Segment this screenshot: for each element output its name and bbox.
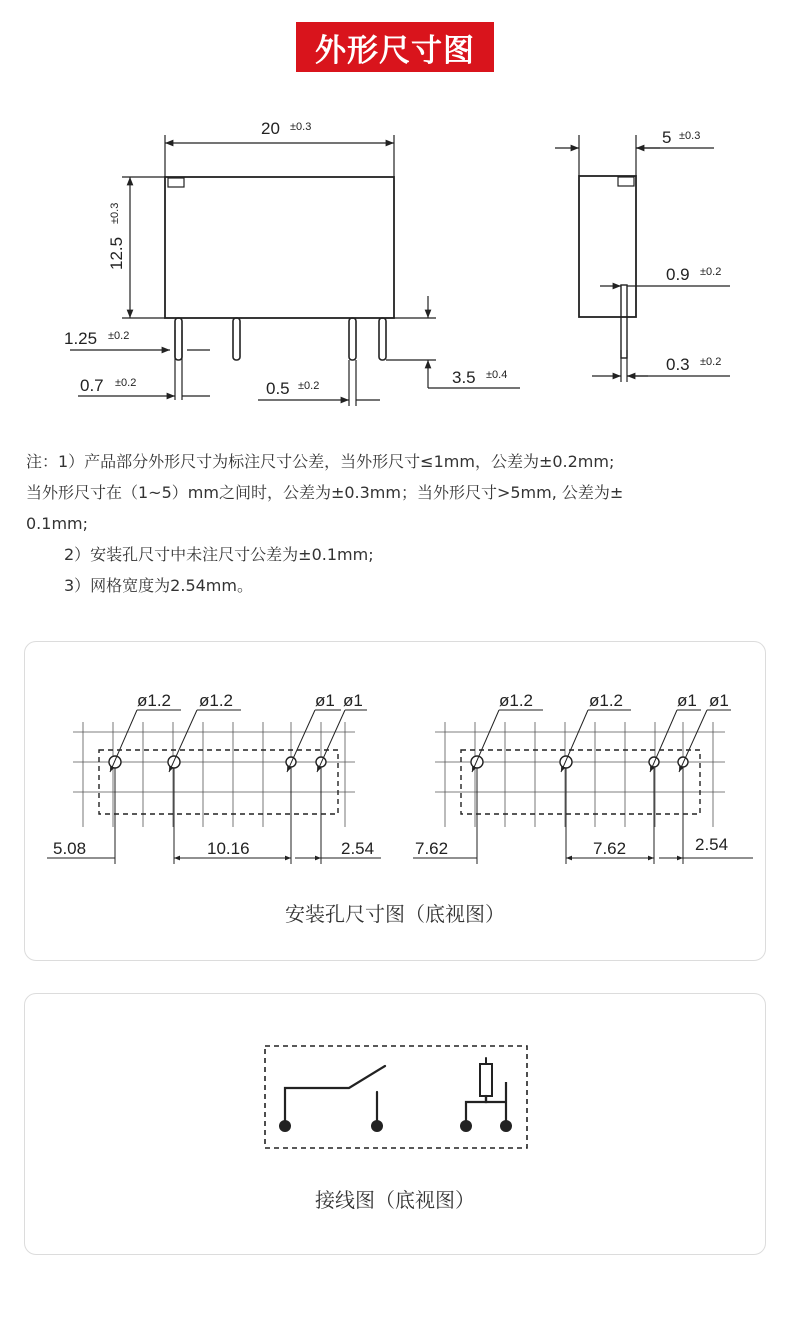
note-line: 注：1）产品部分外形尺寸为标注尺寸公差，当外形尺寸≤1mm，公差为±0.2mm; bbox=[26, 452, 615, 471]
terminal-dot bbox=[371, 1120, 383, 1132]
hole-label: ø1.2 bbox=[137, 691, 172, 710]
pin bbox=[349, 318, 356, 360]
dim-label: 7.62 bbox=[593, 839, 627, 858]
depth-dim-tol: ±0.3 bbox=[679, 130, 701, 142]
dim-label: 2.54 bbox=[695, 835, 729, 854]
pin-offset-value: 1.25 bbox=[64, 329, 98, 348]
height-dim-value: 12.5 bbox=[107, 236, 126, 270]
pin-mid-value: 0.5 bbox=[266, 379, 290, 398]
hole-label: ø1 bbox=[677, 691, 697, 710]
mount-hole bbox=[471, 756, 483, 768]
mount-hole bbox=[560, 756, 572, 768]
note-line: 当外形尺寸在（1~5）mm之间时，公差为±0.3mm；当外形尺寸>5mm, 公差为± bbox=[26, 483, 624, 502]
side-pin bbox=[621, 285, 627, 358]
dim-label: 2.54 bbox=[341, 839, 375, 858]
mounting-hole-panel bbox=[24, 641, 766, 961]
hole-label: ø1 bbox=[315, 691, 335, 710]
dim-label: 5.08 bbox=[53, 839, 87, 858]
outline-drawing bbox=[0, 0, 790, 420]
terminal-dot bbox=[460, 1120, 472, 1132]
width-dim-value: 20 bbox=[261, 119, 280, 138]
side-notch bbox=[618, 177, 634, 186]
pin-length-tol: ±0.4 bbox=[486, 369, 508, 381]
depth-dim-value: 5 bbox=[662, 128, 672, 147]
side-pin-tol: ±0.2 bbox=[700, 266, 722, 278]
height-dim-tol: ±0.3 bbox=[109, 202, 121, 224]
coil-icon bbox=[480, 1064, 492, 1096]
mounting-hole-drawing bbox=[25, 642, 765, 882]
mount-hole bbox=[109, 756, 121, 768]
dim-label: 7.62 bbox=[415, 839, 449, 858]
note-line: 0.1mm; bbox=[26, 514, 89, 533]
wiring-diagram bbox=[25, 994, 765, 1164]
pin-length-value: 3.5 bbox=[452, 368, 476, 387]
page-title: 外形尺寸图 bbox=[296, 22, 494, 72]
wiring-caption: 接线图（底视图） bbox=[315, 1188, 475, 1212]
body-notch bbox=[168, 178, 184, 187]
note-line: 2）安装孔尺寸中未注尺寸公差为±0.1mm; bbox=[64, 545, 374, 564]
pin-width-value: 0.7 bbox=[80, 376, 104, 395]
hole-label: ø1 bbox=[343, 691, 363, 710]
pin bbox=[379, 318, 386, 360]
hole-label: ø1.2 bbox=[199, 691, 234, 710]
dim-label: 10.16 bbox=[207, 839, 250, 858]
wiring-panel bbox=[24, 993, 766, 1255]
side-thickness-value: 0.3 bbox=[666, 355, 690, 374]
note-line: 3）网格宽度为2.54mm。 bbox=[64, 576, 253, 595]
hole-label: ø1.2 bbox=[589, 691, 624, 710]
hole-label: ø1 bbox=[709, 691, 729, 710]
mounting-caption: 安装孔尺寸图（底视图） bbox=[285, 902, 505, 926]
pin bbox=[175, 318, 182, 360]
terminal-dot bbox=[279, 1120, 291, 1132]
pin-width-tol: ±0.2 bbox=[115, 377, 137, 389]
side-pin-value: 0.9 bbox=[666, 265, 690, 284]
hole-label: ø1.2 bbox=[499, 691, 534, 710]
width-dim-tol: ±0.3 bbox=[290, 121, 312, 133]
pin bbox=[233, 318, 240, 360]
relay-body-front bbox=[165, 177, 394, 318]
pin-offset-tol: ±0.2 bbox=[108, 330, 130, 342]
pin-mid-tol: ±0.2 bbox=[298, 380, 320, 392]
notes bbox=[26, 446, 770, 601]
terminal-dot bbox=[500, 1120, 512, 1132]
side-thickness-tol: ±0.2 bbox=[700, 356, 722, 368]
switch-contact bbox=[285, 1066, 385, 1126]
